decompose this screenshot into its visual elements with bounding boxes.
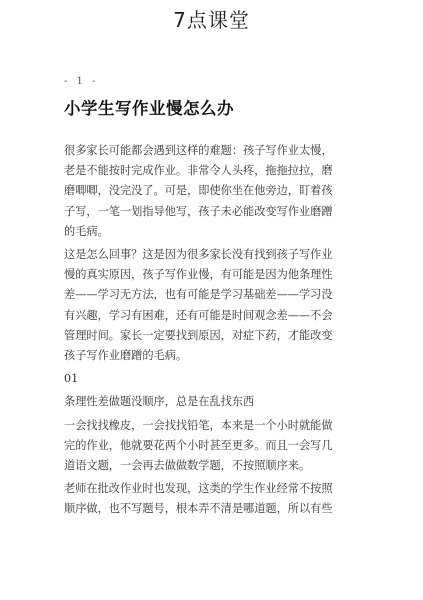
site-title: 7点课堂 xyxy=(173,8,250,32)
text-line: 慢的真实原因，孩子写作业慢，有可能是因为他条理性 xyxy=(64,268,333,282)
text-line: 老师在批改作业时也发现，这类的学生作业经常不按照 xyxy=(64,482,333,496)
text-line: 条理性差做题没顺序，总是在乱找东西 xyxy=(64,395,255,409)
text-line: 孩子写作业磨蹭的毛病。 xyxy=(64,349,188,363)
document-page xyxy=(60,76,360,523)
text-line: 子写，一笔一划指导他写，孩子未必能改变写作业磨蹭 xyxy=(64,204,333,218)
section-number xyxy=(64,369,360,389)
text-line: 有兴趣，学习有困难，还有可能是时间观念差——不会 xyxy=(64,308,333,322)
text-line: 磨唧唧，没完没了。可是，即使你坐在他旁边，盯着孩 xyxy=(64,184,333,198)
paragraph-reason xyxy=(64,245,360,366)
text-line: 道语文题，一会再去做做数学题，不按照顺序来。 xyxy=(64,459,311,473)
paragraph-intro xyxy=(64,141,360,242)
text-line: 很多家长可能都会遇到这样的难题：孩子写作业太慢， xyxy=(64,144,333,157)
text-line: 一会找找橡皮，一会找找铅笔，本来是一个小时就能做 xyxy=(64,418,333,432)
paragraph-teacher xyxy=(64,479,360,519)
page-number: - 1 - xyxy=(64,76,99,87)
text-line: 差——学习无方法，也有可能是学习基础差——学习没 xyxy=(64,288,333,302)
text-line: 完的作业，他就要花两个小时甚至更多。而且一会写几 xyxy=(64,438,333,452)
text-line: 老是不能按时完成作业。非常令人头疼，拖拖拉拉，磨 xyxy=(64,164,333,178)
text-line: 01 xyxy=(64,372,79,386)
document-heading: 小学生写作业慢怎么办 xyxy=(64,99,234,118)
text-line: 顺序做，也不写题号，根本弄不清是哪道题，所以有些 xyxy=(64,502,333,516)
section-subtitle xyxy=(64,392,360,412)
text-line: 这是怎么回事？这是因为很多家长没有找到孩子写作业 xyxy=(64,248,333,262)
text-line: 管理时间。家长一定要找到原因，对症下药，才能改变 xyxy=(64,328,333,342)
text-line: 的毛病。 xyxy=(64,224,109,238)
paragraph-example xyxy=(64,416,360,477)
